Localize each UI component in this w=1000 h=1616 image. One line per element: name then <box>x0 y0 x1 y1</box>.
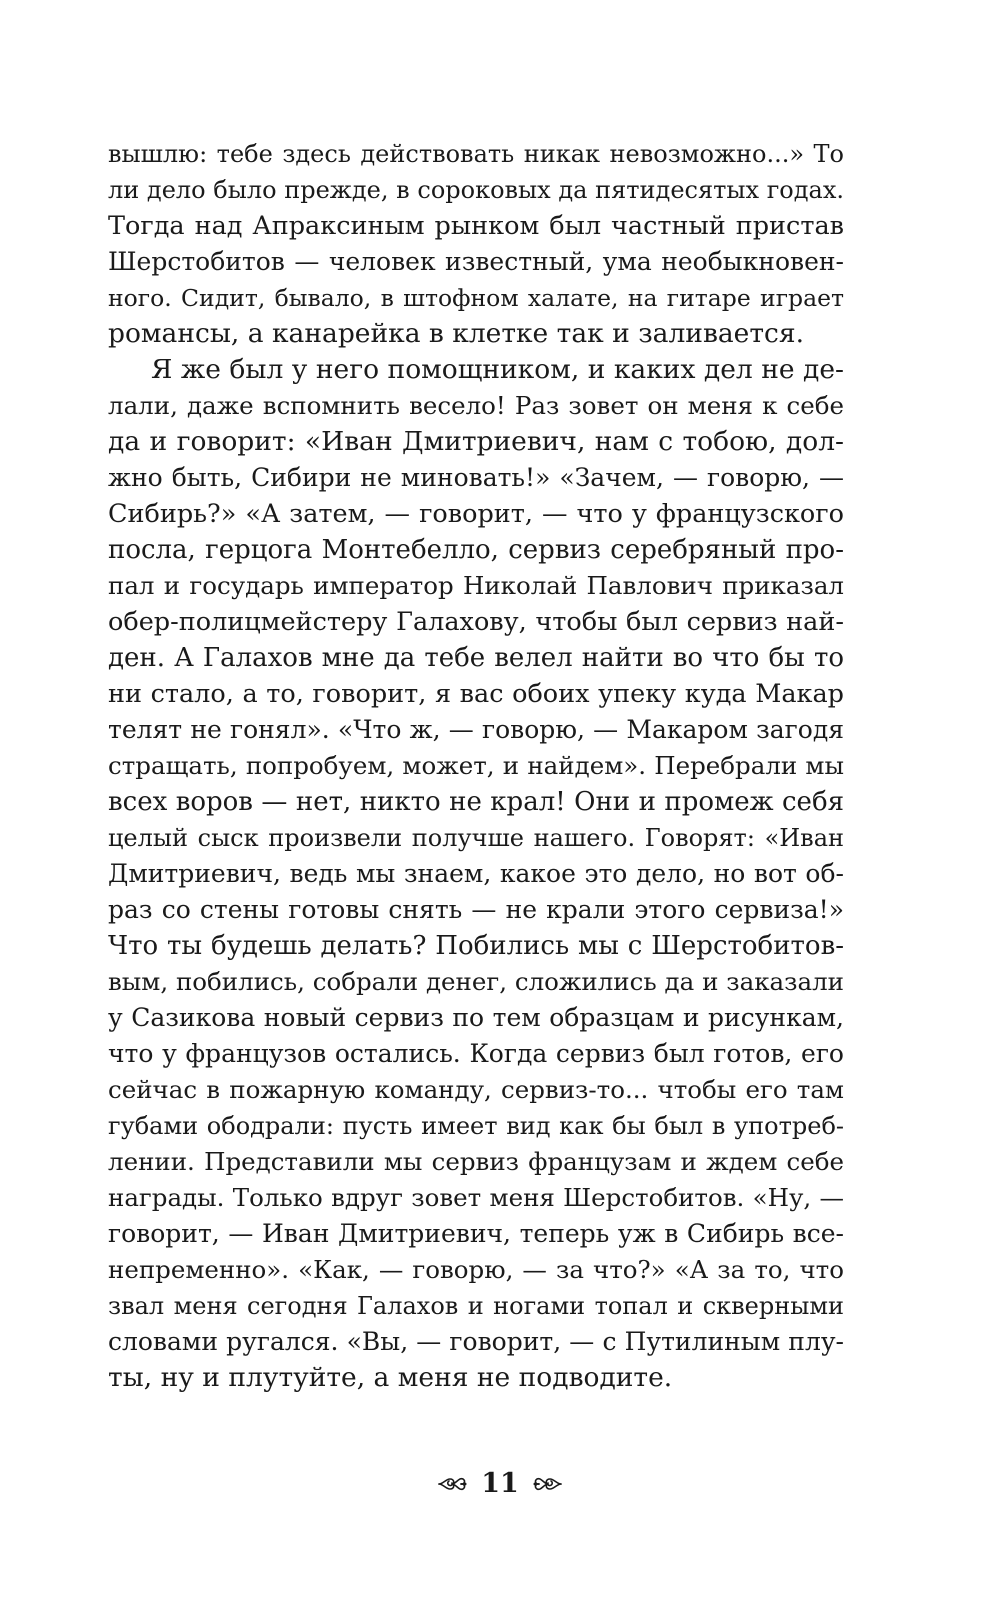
text-line: Я же был у него помощником, и каких дел не де- <box>151 354 844 385</box>
text-line: стращать, попробуем, может, и найдем». Перебрали мы <box>108 751 844 780</box>
text-line: говорит, — Иван Дмитриевич, теперь уж в Сибирь все- <box>108 1219 844 1248</box>
page-number: 11 <box>481 1468 519 1499</box>
text-line: да и говорит: «Иван Дмитриевич, нам с тобою, дол- <box>108 426 844 457</box>
text-line: ты, ну и плутуйте, а меня не подводите. <box>108 1362 673 1393</box>
text-line: вышлю: тебе здесь действовать никак невозможно...» То <box>108 140 844 168</box>
text-line: Тогда над Апраксиным рынком был частный пристав <box>108 211 844 241</box>
text-line: ли дело было прежде, в сороковых да пятидесятых годах. <box>108 176 844 204</box>
text-line: звал меня сегодня Галахов и ногами топал и скверными <box>108 1292 844 1320</box>
text-line: Дмитриевич, ведь мы знаем, какое это дело, но вот об- <box>108 859 844 888</box>
text-line: вым, побились, собрали денег, сложились да и заказали <box>108 967 844 996</box>
text-line: Шерстобитов — человек известный, ума необыкновен- <box>108 247 844 276</box>
text-line: посла, герцога Монтебелло, сервиз серебряный про- <box>108 535 844 565</box>
text-line: ного. Сидит, бывало, в штофном халате, на гитаре играет <box>108 284 844 312</box>
text-line: пал и государь император Николай Павлович приказал <box>108 571 844 600</box>
text-line: обер-полицмейстеру Галахову, чтобы был сервиз най- <box>108 607 844 637</box>
text-line: целый сыск произвели получше нашего. Говорят: «Иван <box>108 824 844 852</box>
text-line: жно быть, Сибири не миновать!» «Зачем, — говорю, — <box>108 463 844 492</box>
text-line: всех воров — нет, никто не крал! Они и промеж себя <box>108 787 844 817</box>
text-line: Что ты будешь делать? Побились мы с Шерстобитов- <box>108 931 844 961</box>
text-line: что у французов остались. Когда сервиз был готов, его <box>108 1039 844 1068</box>
body-text <box>108 136 844 1396</box>
text-line: романсы, а канарейка в клетке так и заливается. <box>108 318 804 349</box>
text-line: ден. А Галахов мне да тебе велел найти во что бы то <box>108 643 844 673</box>
fleuron-right-icon <box>533 1473 563 1495</box>
text-line: лении. Представили мы сервиз французам и ждем себе <box>108 1147 844 1176</box>
text-line: непременно». «Как, — говорю, — за что?» «А за то, что <box>108 1255 844 1284</box>
text-line: Сибирь?» «А затем, — говорит, — что у французского <box>108 499 844 529</box>
text-line: телят не гонял». «Что ж, — говорю, — Макаром загодя <box>108 715 844 744</box>
text-line: сейчас в пожарную команду, сервиз-то... чтобы его там <box>108 1075 844 1104</box>
text-line: раз со стены готовы снять — не крали этого сервиза!» <box>108 895 844 924</box>
text-line: награды. Только вдруг зовет меня Шерстобитов. «Ну, — <box>108 1183 844 1212</box>
fleuron-left-icon <box>437 1473 467 1495</box>
text-line: губами ободрали: пусть имеет вид как бы был в употреб- <box>108 1112 844 1140</box>
text-line: лали, даже вспомнить весело! Раз зовет он меня к себе <box>108 391 844 420</box>
text-line: ни стало, а то, говорит, я вас обоих упеку куда Макар <box>108 679 844 709</box>
page-footer <box>0 1464 1000 1504</box>
text-line: у Сазикова новый сервиз по тем образцам и рисункам, <box>108 1003 844 1032</box>
text-line: словами ругался. «Вы, — говорит, — с Путилиным плу- <box>108 1327 844 1356</box>
